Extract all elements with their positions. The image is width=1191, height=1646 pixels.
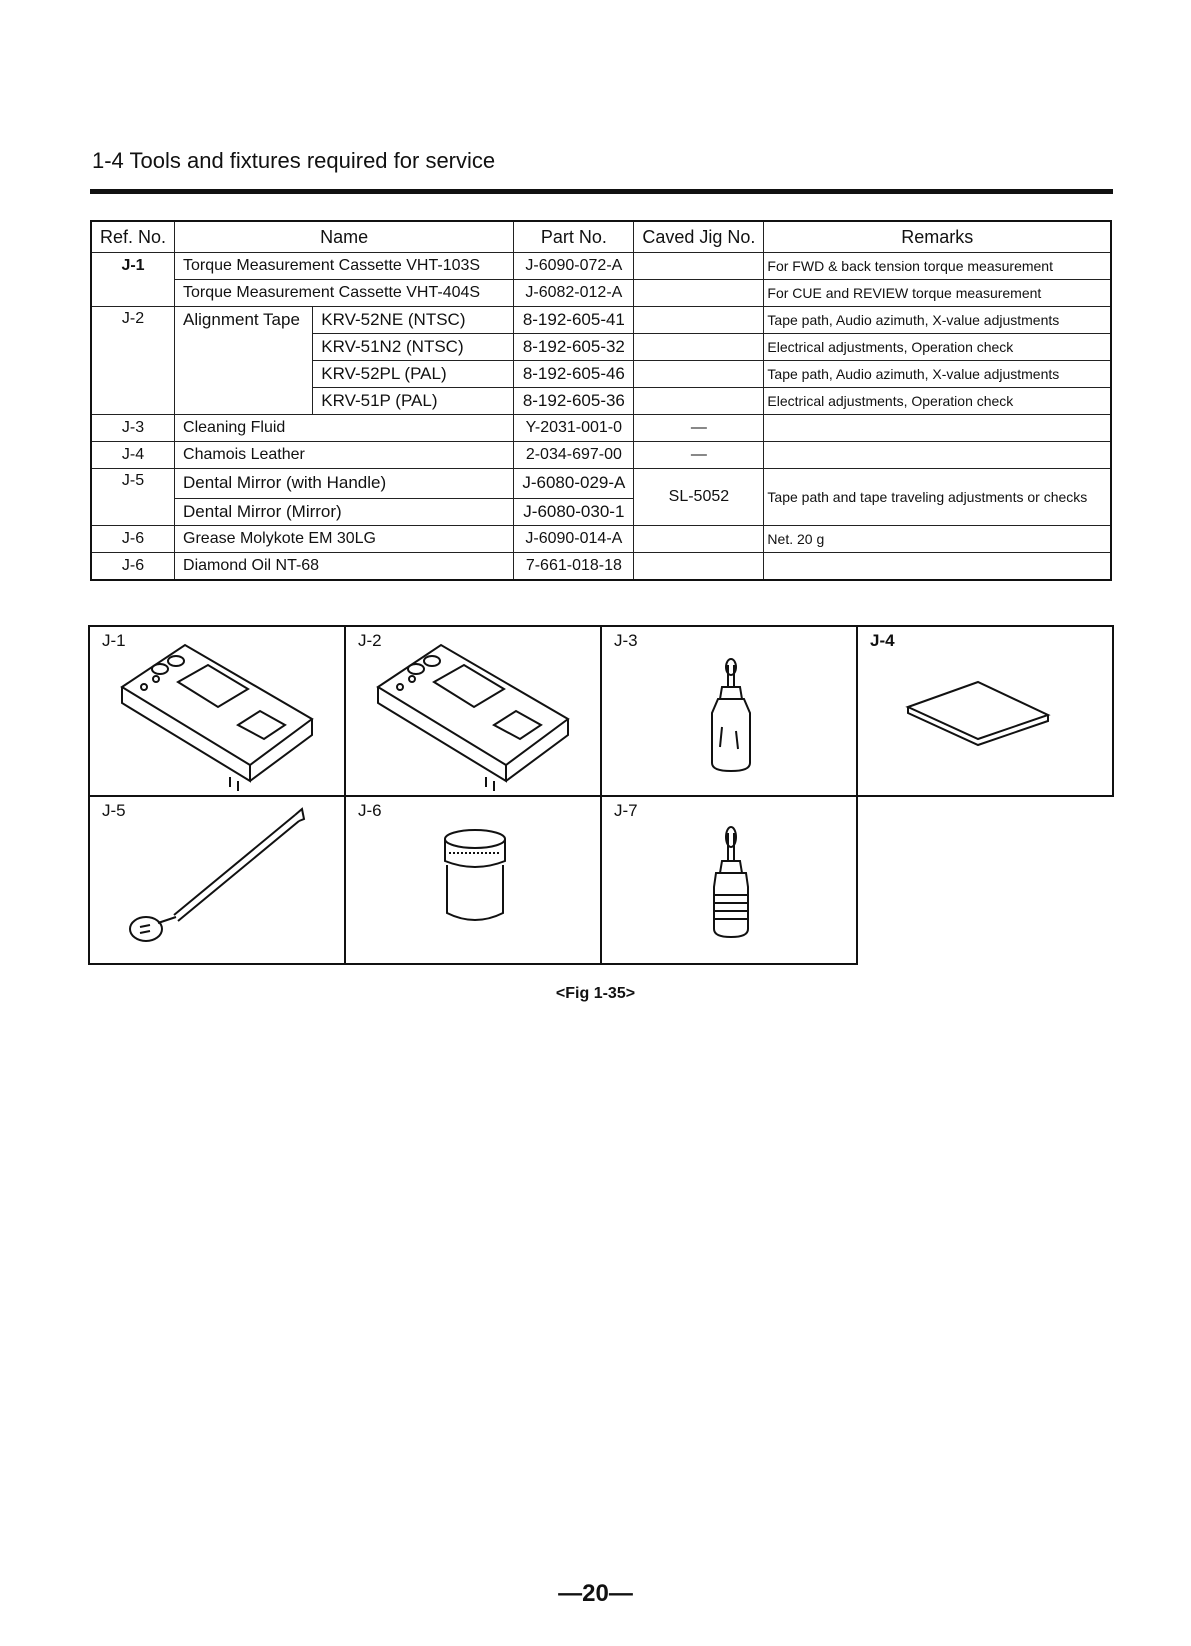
caved-cell — [634, 280, 764, 307]
ref-cell: J-4 — [91, 442, 175, 469]
part-cell: 8-192-605-32 — [514, 334, 634, 361]
name-cell: Diamond Oil NT-68 — [175, 552, 514, 580]
part-cell: J-6082-012-A — [514, 280, 634, 307]
ref-cell: J-5 — [91, 469, 175, 499]
page-number: —20— — [558, 1580, 633, 1607]
name-cell: Chamois Leather — [175, 442, 514, 469]
caved-cell: SL-5052 — [634, 469, 764, 526]
title-rule — [90, 189, 1113, 194]
part-cell: 8-192-605-46 — [514, 361, 634, 388]
part-cell: Y-2031-001-0 — [514, 415, 634, 442]
figure-cell-j1 — [88, 625, 346, 797]
part-cell: 2-034-697-00 — [514, 442, 634, 469]
name-cell: Cleaning Fluid — [175, 415, 514, 442]
cassette-icon — [346, 627, 604, 799]
figure-label: J-2 — [358, 631, 382, 650]
caved-cell — [634, 525, 764, 552]
grease-jar-icon — [346, 797, 604, 967]
name-cell: Grease Molykote EM 30LG — [175, 525, 514, 552]
table-row — [91, 415, 1111, 442]
ref-cell — [91, 280, 175, 307]
name-cell: Dental Mirror (with Handle) — [175, 469, 514, 499]
header-name: Name — [175, 221, 514, 253]
sub-name-cell: KRV-52PL (PAL) — [313, 361, 514, 388]
caved-cell — [634, 388, 764, 415]
ref-cell: J-6 — [91, 525, 175, 552]
table-header-row — [91, 221, 1111, 253]
remarks-cell: Electrical adjustments, Operation check — [764, 334, 1111, 361]
ref-cell: J-6 — [91, 552, 175, 580]
part-cell: J-6090-014-A — [514, 525, 634, 552]
oil-bottle-icon — [602, 627, 860, 799]
ref-cell: J-3 — [91, 415, 175, 442]
remarks-cell: For FWD & back tension torque measurement — [764, 253, 1111, 280]
remarks-cell: Net. 20 g — [764, 525, 1111, 552]
figure-cell-j6 — [344, 795, 602, 965]
table-row — [91, 307, 1111, 334]
caved-cell — [634, 334, 764, 361]
remarks-cell: Electrical adjustments, Operation check — [764, 388, 1111, 415]
caved-cell: — — [634, 415, 764, 442]
name-cell: Dental Mirror (Mirror) — [175, 498, 514, 525]
figure-cell-j3 — [600, 625, 858, 797]
figure-label: J-4 — [870, 631, 895, 650]
header-remarks: Remarks — [764, 221, 1111, 253]
caved-cell — [634, 307, 764, 334]
oil-bottle-icon — [602, 797, 860, 967]
caved-cell — [634, 361, 764, 388]
table-row — [91, 552, 1111, 580]
table-row — [91, 280, 1111, 307]
figure-cell-j4 — [856, 625, 1114, 797]
table-row — [91, 469, 1111, 499]
sub-name-cell: KRV-52NE (NTSC) — [313, 307, 514, 334]
table-row — [91, 442, 1111, 469]
part-cell: J-6090-072-A — [514, 253, 634, 280]
caved-cell: — — [634, 442, 764, 469]
figure-label: J-1 — [102, 631, 126, 650]
figure-label: J-6 — [358, 801, 382, 820]
remarks-cell: Tape path, Audio azimuth, X-value adjustments — [764, 307, 1111, 334]
caved-cell — [634, 253, 764, 280]
remarks-cell — [764, 442, 1111, 469]
header-part: Part No. — [514, 221, 634, 253]
name-cell: Torque Measurement Cassette VHT-404S — [175, 280, 514, 307]
figure-cell-j7 — [600, 795, 858, 965]
part-cell: 8-192-605-41 — [514, 307, 634, 334]
remarks-cell — [764, 415, 1111, 442]
figure-label: J-5 — [102, 801, 126, 820]
remarks-cell: For CUE and REVIEW torque measurement — [764, 280, 1111, 307]
sub-name-cell: KRV-51N2 (NTSC) — [313, 334, 514, 361]
part-cell: 8-192-605-36 — [514, 388, 634, 415]
sub-name-cell: KRV-51P (PAL) — [313, 388, 514, 415]
table-row — [91, 525, 1111, 552]
header-ref: Ref. No. — [91, 221, 175, 253]
section-title: 1-4 Tools and fixtures required for service — [92, 148, 496, 173]
figure-cell-j2 — [344, 625, 602, 797]
ref-cell: J-2 — [91, 307, 175, 415]
tools-table — [90, 220, 1112, 581]
part-cell: 7-661-018-18 — [514, 552, 634, 580]
table-row — [91, 253, 1111, 280]
remarks-cell: Tape path, Audio azimuth, X-value adjustments — [764, 361, 1111, 388]
cassette-icon — [90, 627, 348, 799]
caved-cell — [634, 552, 764, 580]
part-cell: J-6080-030-1 — [514, 498, 634, 525]
figure-label: J-7 — [614, 801, 638, 820]
chamois-cloth-icon — [858, 627, 1116, 799]
remarks-cell: Tape path and tape traveling adjustments or checks — [764, 469, 1111, 526]
part-cell: J-6080-029-A — [514, 469, 634, 499]
remarks-cell — [764, 552, 1111, 580]
figure-caption: <Fig 1-35> — [555, 985, 636, 1002]
figure-cell-j5 — [88, 795, 346, 965]
name-cell: Alignment Tape — [175, 307, 313, 415]
dental-mirror-icon — [90, 797, 348, 967]
ref-cell: J-1 — [91, 253, 175, 280]
figure-label: J-3 — [614, 631, 638, 650]
header-caved: Caved Jig No. — [634, 221, 764, 253]
ref-cell — [91, 498, 175, 525]
name-cell: Torque Measurement Cassette VHT-103S — [175, 253, 514, 280]
